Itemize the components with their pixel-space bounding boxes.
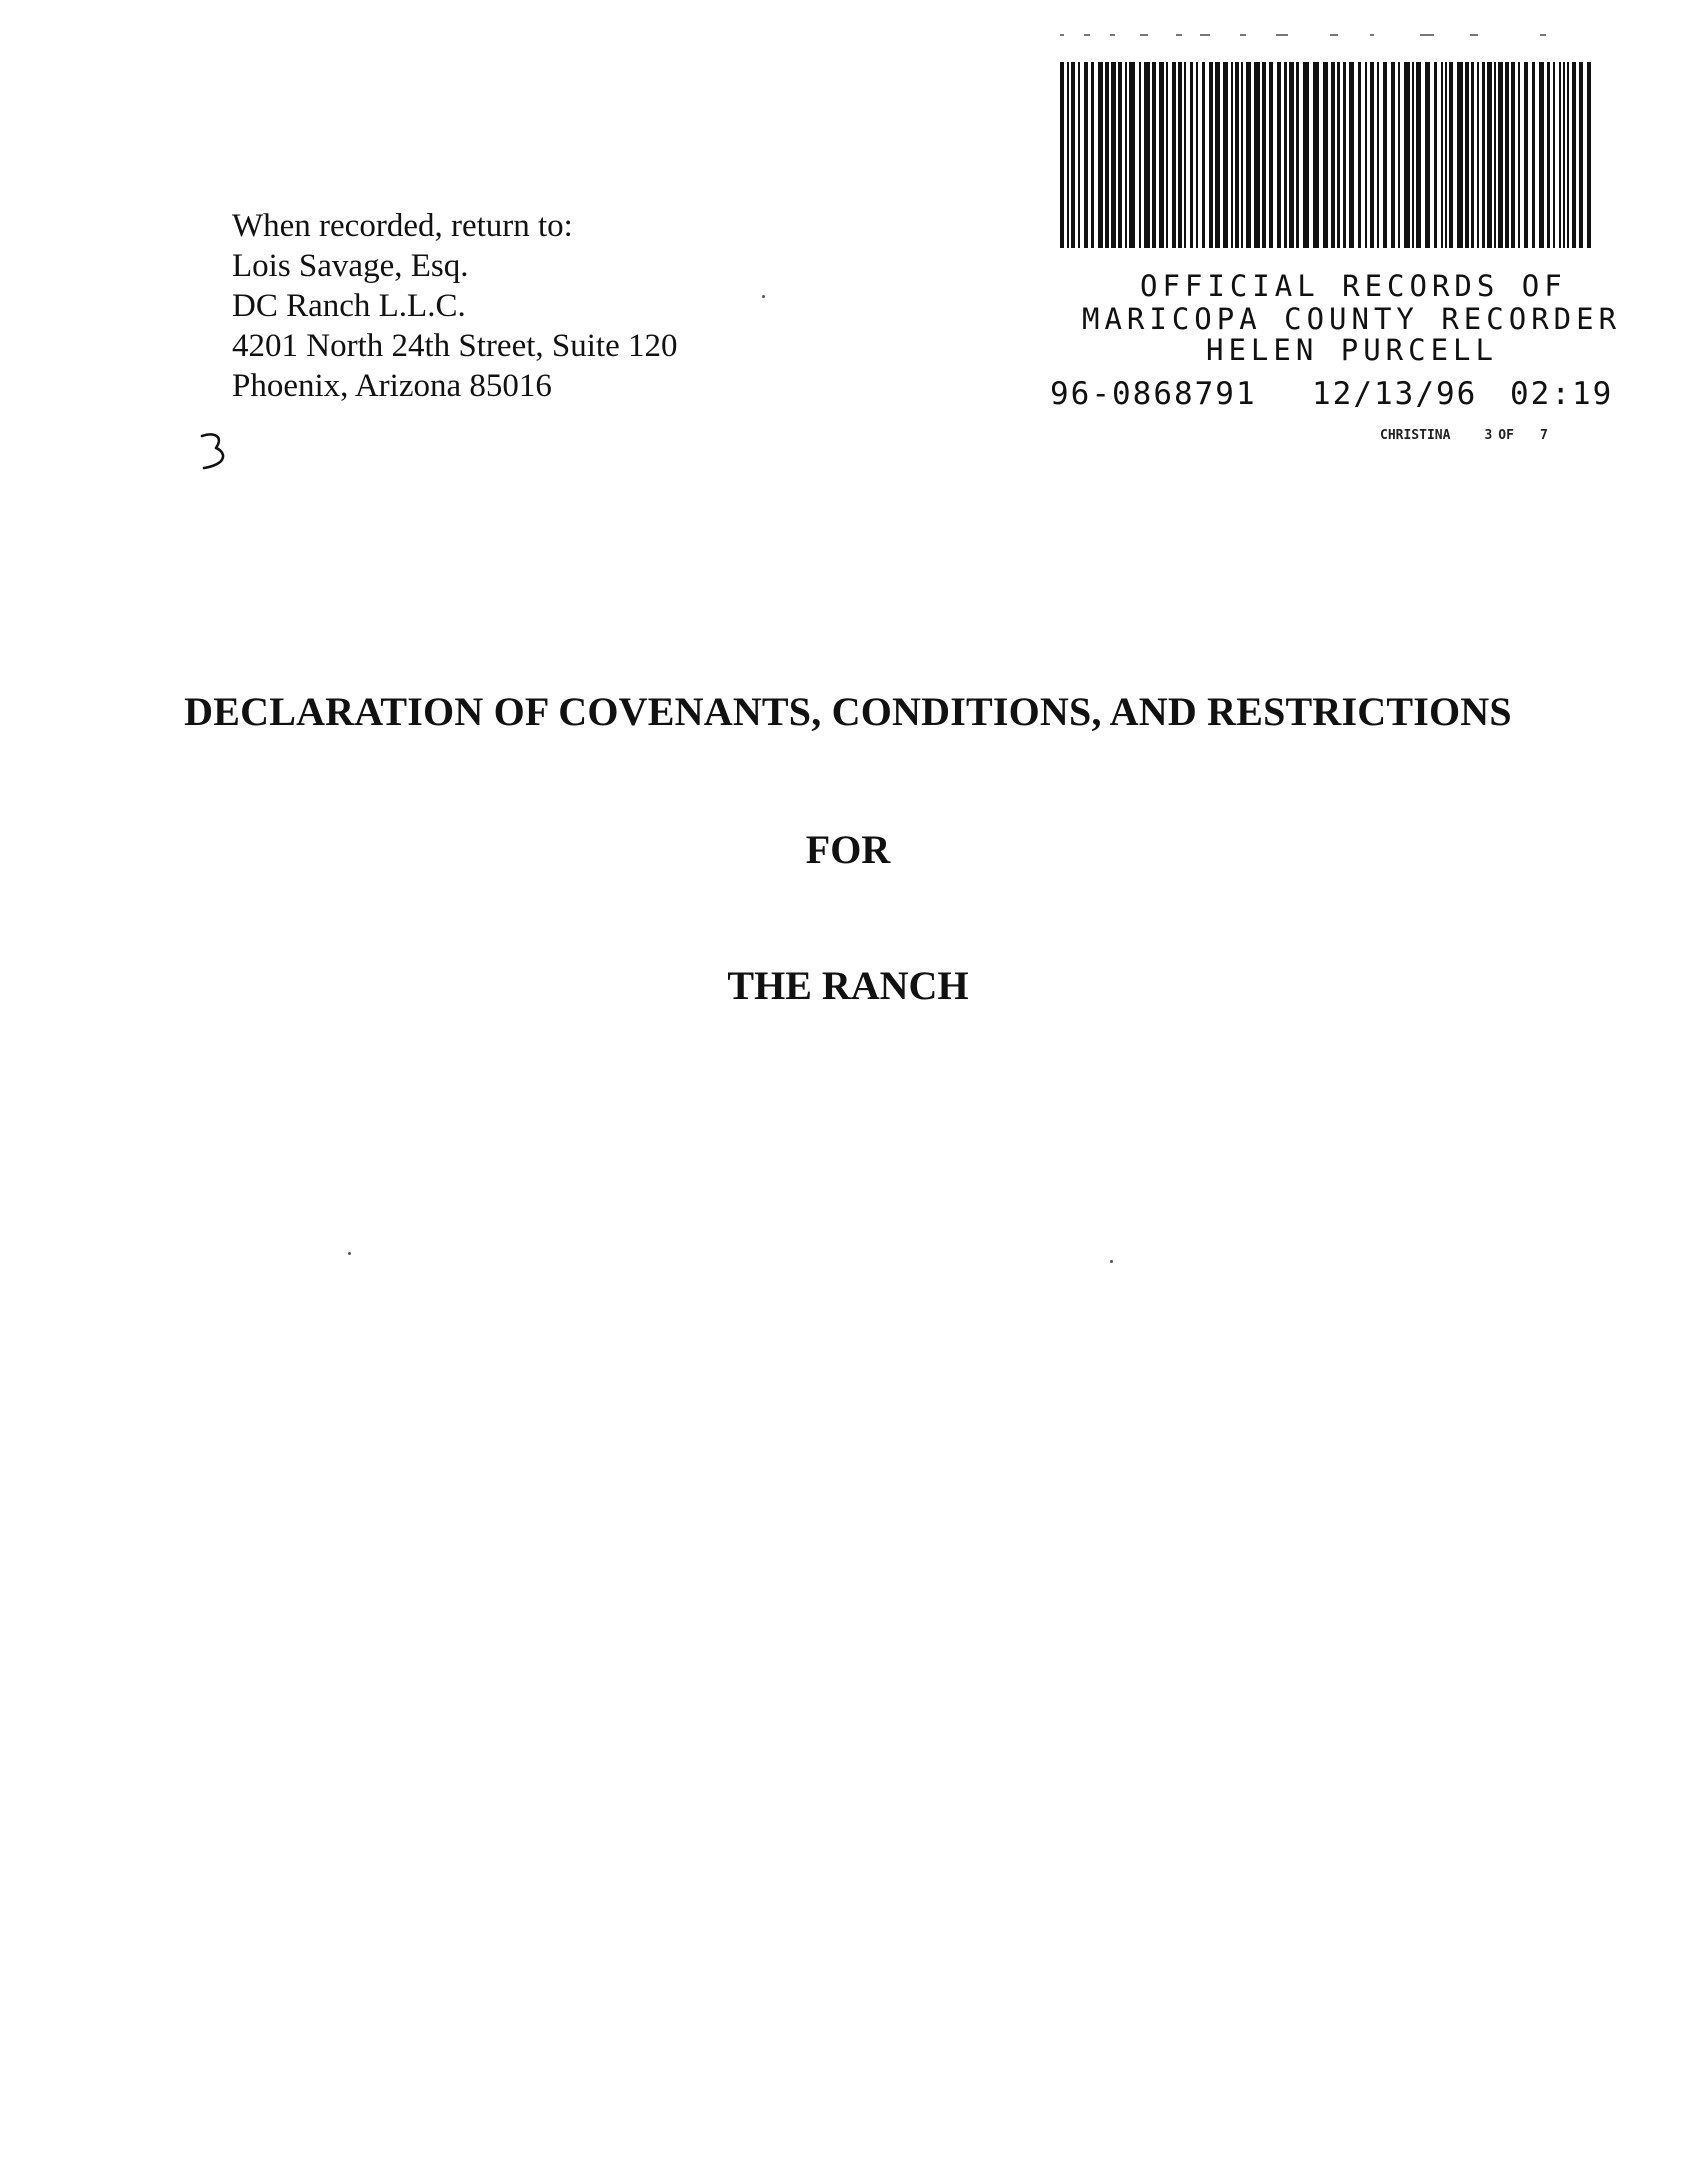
scan-speck [762, 295, 765, 298]
barcode [1060, 62, 1592, 270]
return-address-block [232, 206, 677, 406]
document-title: DECLARATION OF COVENANTS, CONDITIONS, AND RESTRICTIONS [184, 689, 1512, 734]
document-title-for: FOR [805, 827, 891, 872]
return-company: DC Ranch L.L.C. [232, 288, 466, 324]
page-number: 3 [1484, 428, 1493, 443]
clerk-name: CHRISTINA [1380, 428, 1451, 443]
return-heading: When recorded, return to: [232, 208, 573, 244]
clerk-info [1380, 428, 1548, 443]
return-name: Lois Savage, Esq. [232, 248, 469, 284]
recording-time: 02:19 [1510, 376, 1614, 412]
scan-speck [1110, 1260, 1113, 1263]
return-city-state-zip: Phoenix, Arizona 85016 [232, 368, 552, 404]
stamp-line-3: HELEN PURCELL [1206, 333, 1498, 367]
scan-speck [348, 1252, 351, 1255]
document-title-name: THE RANCH [727, 963, 969, 1008]
recording-date: 12/13/96 [1312, 376, 1478, 412]
of-label: OF [1498, 428, 1514, 443]
stamp-line-1: OFFICIAL RECORDS OF [1140, 269, 1567, 303]
return-street: 4201 North 24th Street, Suite 120 [232, 328, 678, 364]
total-pages: 7 [1539, 428, 1548, 443]
scan-noise [1040, 30, 1640, 40]
stamp-line-2: MARICOPA COUNTY RECORDER [1082, 302, 1622, 336]
handwritten-page-number [198, 430, 232, 474]
recording-number: 96-0868791 [1050, 376, 1257, 412]
